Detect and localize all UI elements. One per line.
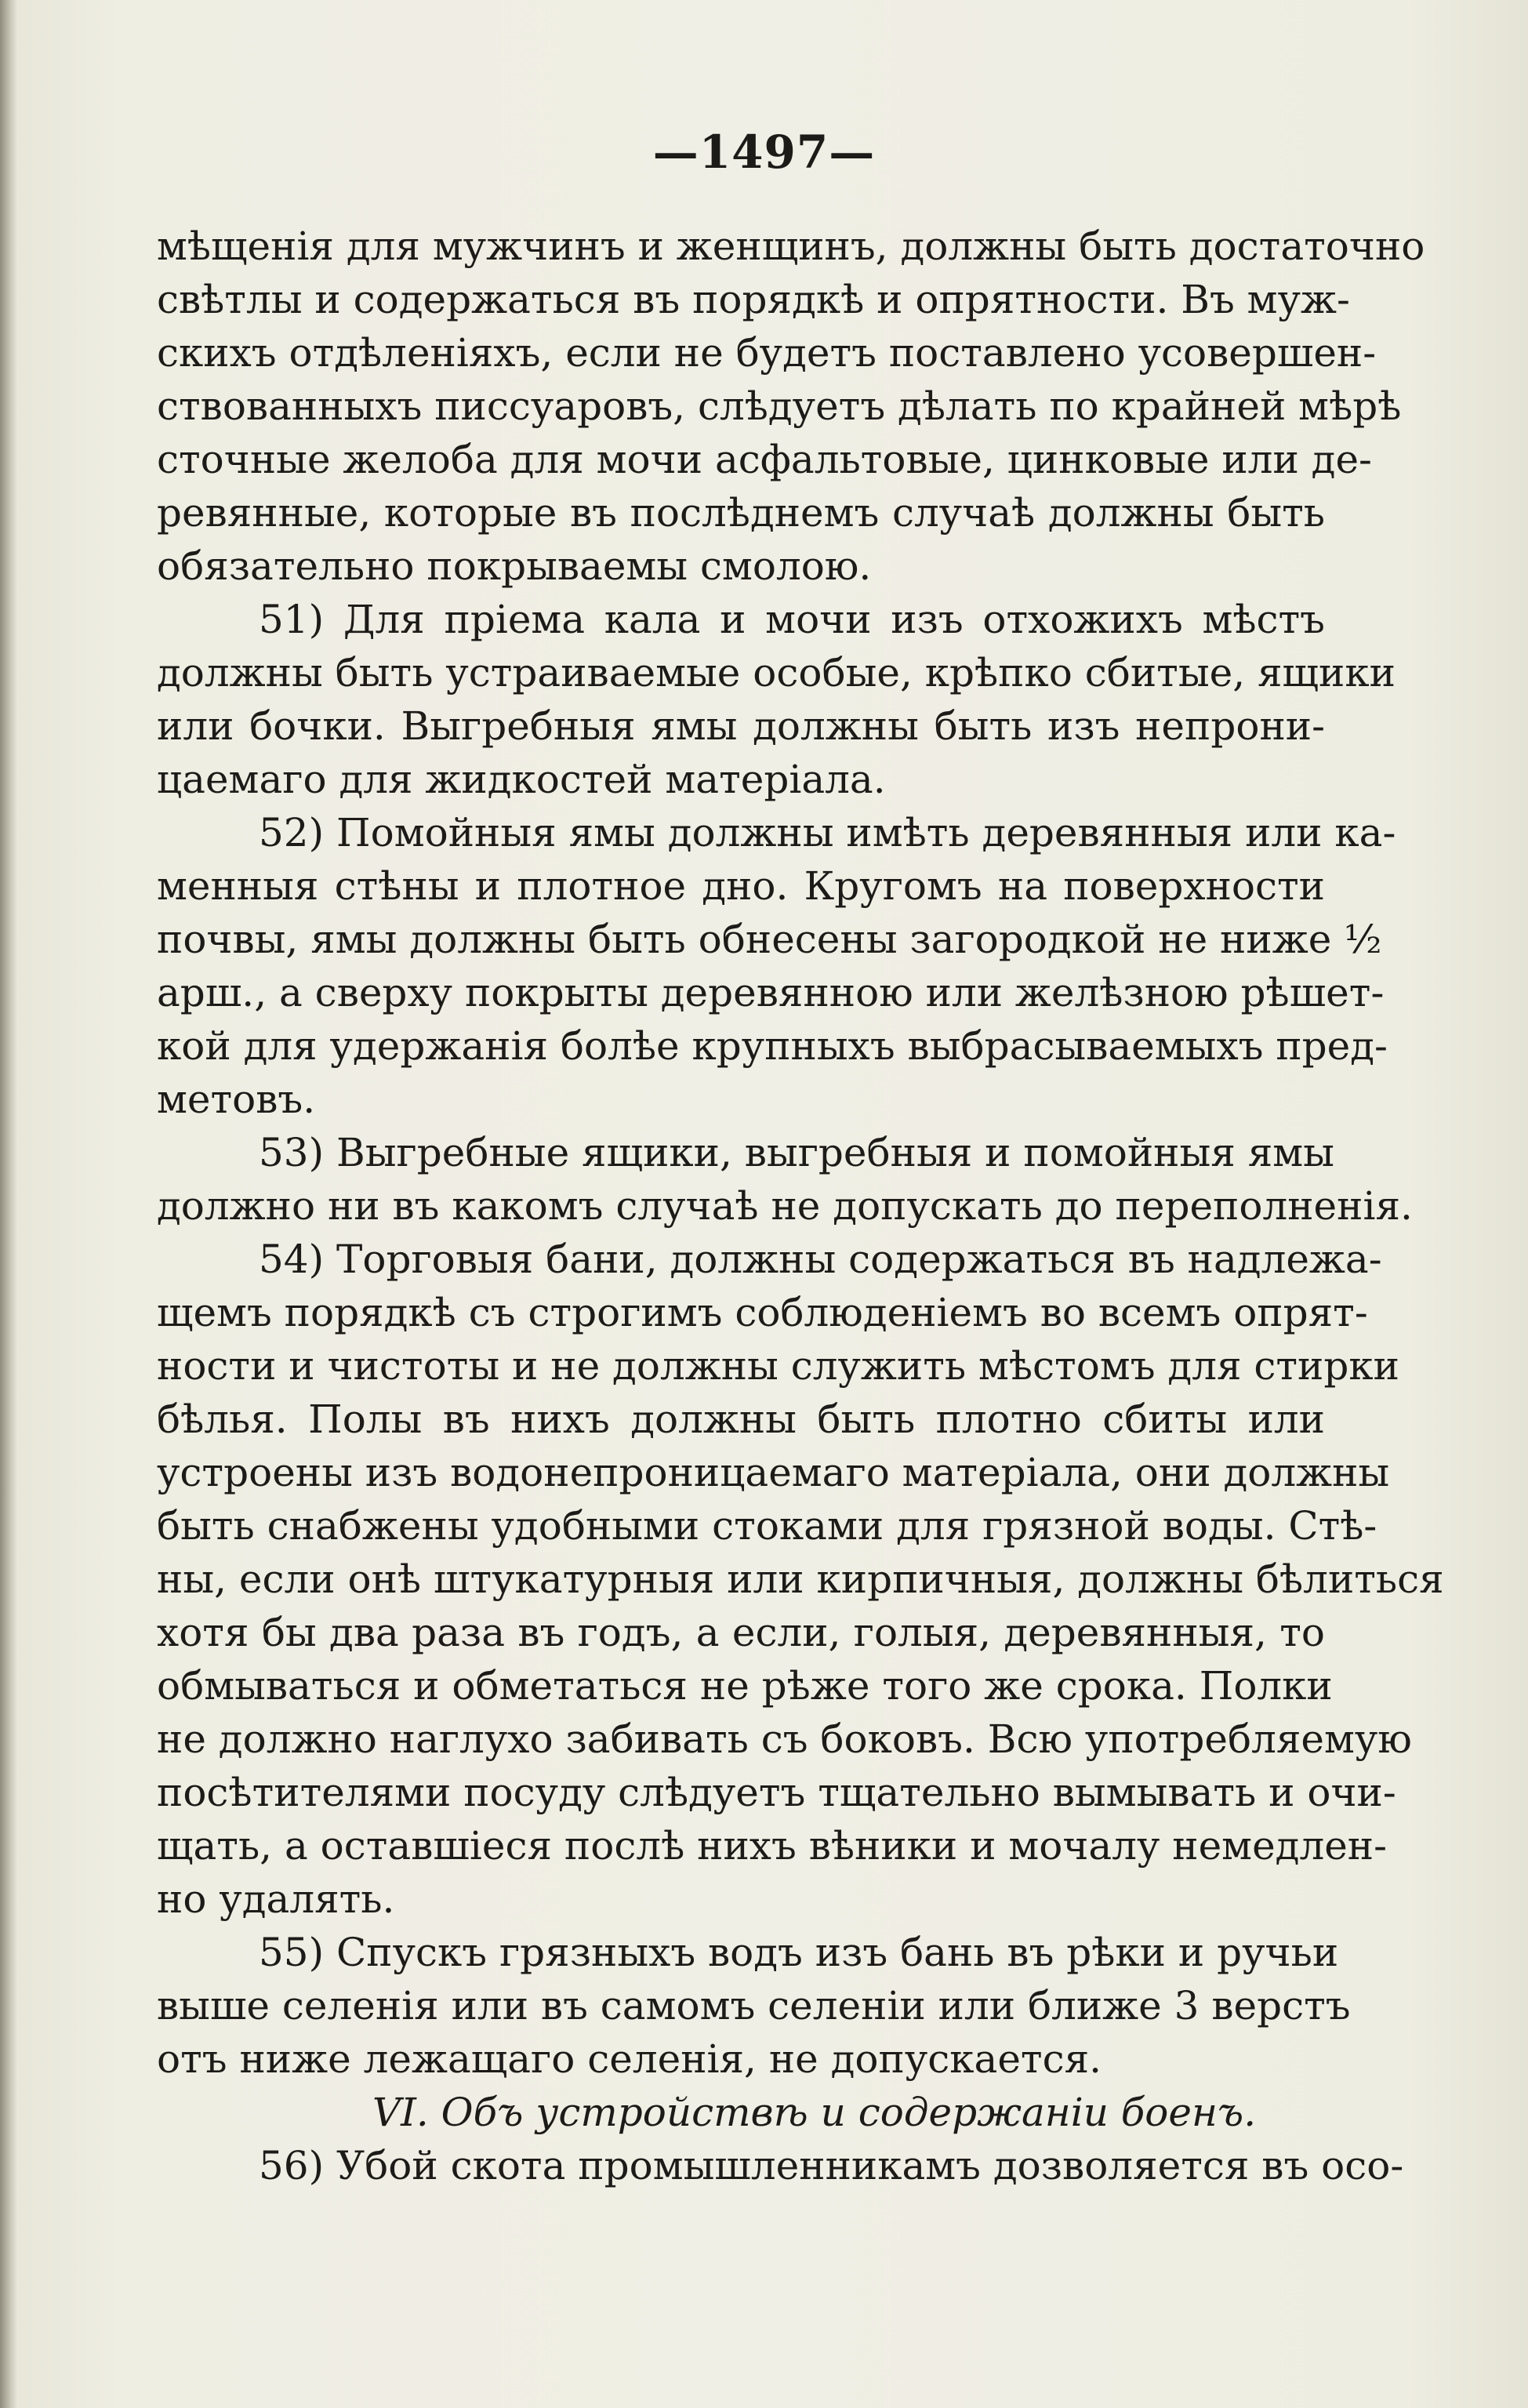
paragraph-51-start: 51) Для пріема кала и мочи изъ отхожихъ мѣстъ <box>259 597 1325 642</box>
text-line: ны, если онѣ штукатурныя или кирпичныя, должны бѣлиться <box>157 1556 1444 1602</box>
text-line: свѣтлы и содержаться въ порядкѣ и опрятности. Въ муж- <box>157 277 1350 322</box>
text-line: бѣлья. Полы въ нихъ должны быть плотно сбиты или <box>157 1396 1325 1442</box>
page-number: —1497— <box>652 125 876 179</box>
text-line: или бочки. Выгребныя ямы должны быть изъ непрони- <box>157 703 1325 749</box>
text-line: устроены изъ водонепроницаемаго матеріала, они должны <box>157 1450 1390 1495</box>
text-line: должны быть устраиваемые особые, крѣпко сбитые, ящики <box>157 650 1396 696</box>
text-line: ствованныхъ писсуаровъ, слѣдуетъ дѣлать по крайней мѣрѣ <box>157 383 1402 429</box>
text-line: хотя бы два раза въ годъ, а если, голыя, деревянныя, то <box>157 1610 1325 1655</box>
text-line: но удалять. <box>157 1876 395 1922</box>
text-line: должно ни въ какомъ случаѣ не допускать до переполненія. <box>157 1183 1413 1229</box>
text-line: цаемаго для жидкостей матеріала. <box>157 757 886 802</box>
text-line: обмываться и обметаться не рѣже того же срока. Полки <box>157 1663 1333 1709</box>
text-line: щать, а оставшіеся послѣ нихъ вѣники и мочалу немедлен- <box>157 1823 1388 1869</box>
text-line: щемъ порядкѣ съ строгимъ соблюденіемъ во всемъ опрят- <box>157 1290 1368 1335</box>
text-line: ревянные, которые въ послѣднемъ случаѣ должны быть <box>157 490 1325 536</box>
text-line: отъ ниже лежащаго селенія, не допускается. <box>157 2036 1102 2082</box>
text-line: ности и чистоты и не должны служить мѣстомъ для стирки <box>157 1343 1399 1389</box>
text-line: арш., а сверху покрыты деревянною или желѣзною рѣшет- <box>157 970 1385 1015</box>
text-line: менныя стѣны и плотное дно. Кругомъ на поверхности <box>157 863 1325 909</box>
paragraph-52-start: 52) Помойныя ямы должны имѣть деревянныя или ка- <box>259 810 1396 855</box>
paragraph-56-start: 56) Убой скота промышленникамъ дозволяется въ осо- <box>259 2143 1404 2188</box>
text-line: сточные желоба для мочи асфальтовые, цинковые или де- <box>157 437 1372 482</box>
paragraph-53-start: 53) Выгребные ящики, выгребныя и помойныя ямы <box>259 1130 1334 1175</box>
page-binding-edge <box>0 0 17 2408</box>
text-line: не должно наглухо забивать съ боковъ. Всю употребляемую <box>157 1716 1412 1762</box>
text-line: скихъ отдѣленіяхъ, если не будетъ поставлено усовершен- <box>157 330 1377 376</box>
page-body <box>157 220 1444 2192</box>
text-line: обязательно покрываемы смолою. <box>157 543 872 589</box>
text-line: быть снабжены удобными стоками для грязной воды. Стѣ- <box>157 1503 1377 1549</box>
text-line: почвы, ямы должны быть обнесены загородкой не ниже ½ <box>157 917 1382 962</box>
text-line: метовъ. <box>157 1077 316 1122</box>
text-line: мѣщенія для мужчинъ и женщинъ, должны быть достаточно <box>157 223 1425 269</box>
paragraph-54-start: 54) Торговыя бани, должны содержаться въ надлежа- <box>259 1237 1382 1282</box>
section-heading: VI. Объ устройствѣ и содержаніи боенъ. <box>372 2090 1257 2135</box>
paragraph-55-start: 55) Спускъ грязныхъ водъ изъ бань въ рѣки и ручьи <box>259 1930 1339 1975</box>
text-line: выше селенія или въ самомъ селеніи или ближе 3 верстъ <box>157 1983 1351 2028</box>
text-line: посѣтителями посуду слѣдуетъ тщательно вымывать и очи- <box>157 1770 1396 1815</box>
text-line: кой для удержанія болѣе крупныхъ выбрасываемыхъ пред- <box>157 1023 1388 1069</box>
